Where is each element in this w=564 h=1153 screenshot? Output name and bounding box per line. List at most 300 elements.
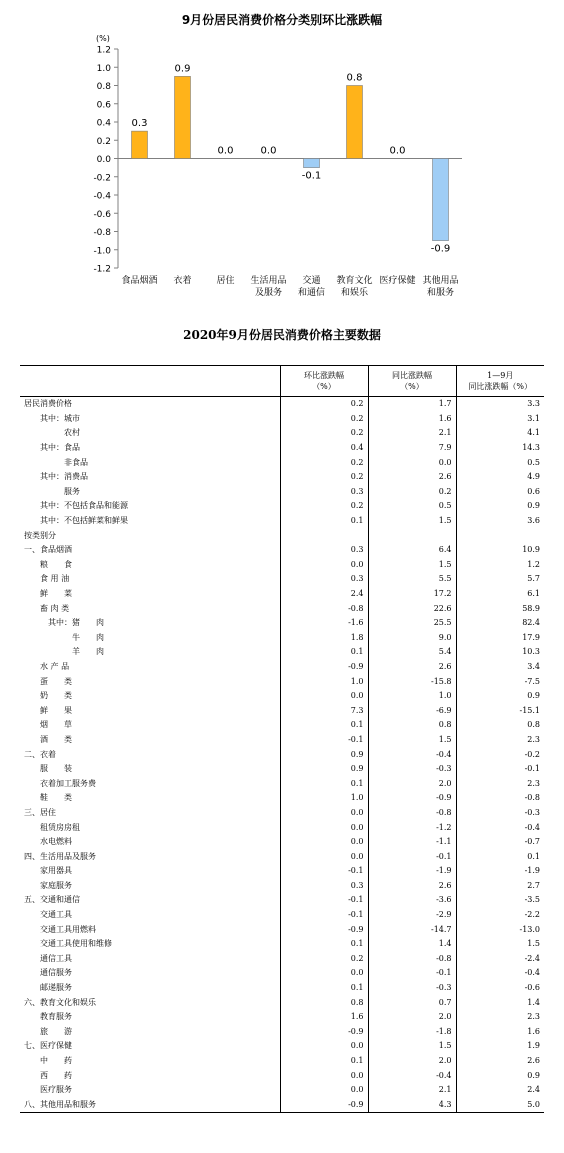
value-cell: -2.4	[456, 952, 544, 967]
value-cell: 2.1	[368, 426, 456, 441]
y-tick-label: -0.6	[93, 209, 111, 220]
table-row	[20, 849, 544, 864]
value-cell: -0.8	[456, 791, 544, 806]
table-row	[20, 835, 544, 850]
row-label: 服 装	[24, 764, 72, 774]
row-label: 食 用 油	[24, 574, 70, 584]
value-cell: -0.3	[368, 762, 456, 777]
value-cell: -0.1	[368, 849, 456, 864]
y-tick-label: -1.2	[93, 264, 111, 275]
value-cell: 0.0	[280, 835, 368, 850]
table-row	[20, 660, 544, 675]
value-cell: -0.1	[456, 762, 544, 777]
table-row	[20, 1083, 544, 1098]
value-cell: 1.0	[368, 689, 456, 704]
y-axis-unit: (%)	[96, 34, 110, 43]
y-tick-label: 0.2	[96, 136, 111, 147]
value-cell: 2.0	[368, 776, 456, 791]
value-cell: 7.3	[280, 703, 368, 718]
row-label: 烟 草	[24, 720, 72, 730]
row-label: 一、食品烟酒	[24, 545, 72, 555]
row-label: 通信服务	[24, 968, 72, 978]
value-cell: 2.4	[280, 587, 368, 602]
value-cell: 0.8	[368, 718, 456, 733]
row-label: 非食品	[24, 457, 88, 467]
row-label: 教育服务	[24, 1012, 72, 1022]
value-cell: 0.3	[280, 879, 368, 894]
value-cell: -0.1	[280, 893, 368, 908]
column-header-text: （%）	[312, 382, 336, 391]
row-label: 六、教育文化和娱乐	[24, 997, 96, 1007]
data-label: -0.1	[301, 170, 322, 182]
value-cell: -1.6	[280, 616, 368, 631]
value-cell: -0.3	[368, 981, 456, 996]
value-cell: 5.0	[456, 1098, 544, 1113]
table-row	[20, 703, 544, 718]
value-cell: 0.9	[456, 499, 544, 514]
row-label: 五、交通和通信	[24, 895, 80, 905]
value-cell: 0.9	[456, 689, 544, 704]
table-title: 2020年9月份居民消费价格主要数据	[183, 328, 381, 342]
value-cell: 4.3	[368, 1098, 456, 1113]
table-row	[20, 1054, 544, 1069]
data-label: 0.9	[174, 63, 191, 75]
value-cell: 0.9	[456, 1068, 544, 1083]
column-header	[456, 366, 544, 397]
value-cell	[456, 528, 544, 543]
value-cell: -0.9	[280, 922, 368, 937]
value-cell: 0.8	[456, 718, 544, 733]
row-label: 其中：消费品	[24, 472, 88, 482]
value-cell: 0.0	[368, 455, 456, 470]
row-label: 其中：食品	[24, 443, 80, 453]
data-label: 0.8	[346, 72, 363, 84]
table-row	[20, 747, 544, 762]
row-label: 鲜 果	[24, 705, 72, 715]
value-cell: 2.4	[456, 1083, 544, 1098]
data-label: 0.0	[260, 145, 277, 157]
column-header	[368, 366, 456, 397]
table-row	[20, 1010, 544, 1025]
row-label: 二、衣着	[24, 749, 56, 759]
value-cell: 1.6	[280, 1010, 368, 1025]
table-row	[20, 718, 544, 733]
value-cell: 1.9	[456, 1039, 544, 1054]
row-label: 衣着加工服务费	[24, 778, 96, 788]
value-cell: 3.6	[456, 514, 544, 529]
y-tick-label: 1.0	[96, 63, 111, 74]
value-cell: 0.1	[280, 937, 368, 952]
value-cell: 0.2	[280, 426, 368, 441]
row-label: 牛 肉	[24, 632, 104, 642]
value-cell: 10.9	[456, 543, 544, 558]
table-row	[20, 631, 544, 646]
table-row	[20, 791, 544, 806]
bar	[433, 159, 449, 241]
row-label: 中 药	[24, 1056, 72, 1066]
value-cell: -0.4	[456, 966, 544, 981]
row-label: 鞋 类	[24, 793, 72, 803]
row-label: 其中：不包括食品和能源	[24, 501, 128, 511]
y-tick-label: 1.2	[96, 45, 111, 56]
value-cell: -0.9	[368, 791, 456, 806]
table-row	[20, 587, 544, 602]
row-label: 租赁房房租	[24, 822, 80, 832]
row-label: 其中：猪 肉	[24, 618, 104, 628]
row-label: 羊 肉	[24, 647, 104, 657]
row-label: 其中：不包括鲜菜和鲜果	[24, 516, 128, 526]
table-row	[20, 879, 544, 894]
x-tick-label: 其他用品	[422, 276, 459, 286]
x-tick-label: 和服务	[426, 288, 455, 298]
value-cell: 7.9	[368, 441, 456, 456]
value-cell: -0.9	[280, 660, 368, 675]
value-cell: 2.3	[456, 733, 544, 748]
value-cell: 3.4	[456, 660, 544, 675]
value-cell: 0.0	[280, 1068, 368, 1083]
row-label: 农村	[24, 428, 80, 438]
value-cell: -1.2	[368, 820, 456, 835]
row-label: 家庭服务	[24, 880, 72, 890]
value-cell: 0.9	[280, 747, 368, 762]
table-row	[20, 981, 544, 996]
x-tick-label: 和通信	[297, 288, 326, 298]
row-label: 水电燃料	[24, 837, 72, 847]
value-cell: 2.6	[368, 660, 456, 675]
value-cell: 0.2	[368, 485, 456, 500]
value-cell: 2.0	[368, 1010, 456, 1025]
table-row	[20, 864, 544, 879]
value-cell: -0.7	[456, 835, 544, 850]
x-tick-label: 及服务	[254, 288, 283, 298]
value-cell: 1.2	[456, 558, 544, 573]
x-tick-label: 和娱乐	[340, 288, 369, 298]
x-tick-label: 教育文化	[336, 276, 373, 286]
value-cell: 2.6	[368, 470, 456, 485]
value-cell: -0.4	[368, 747, 456, 762]
row-label: 粮 食	[24, 559, 72, 569]
value-cell: 0.5	[456, 455, 544, 470]
row-label: 按类别分	[24, 530, 56, 540]
value-cell: -0.8	[368, 806, 456, 821]
x-tick-label: 医疗保健	[379, 276, 416, 286]
value-cell: 5.7	[456, 572, 544, 587]
value-cell: 1.4	[368, 937, 456, 952]
value-cell: 0.0	[280, 1039, 368, 1054]
value-cell	[280, 528, 368, 543]
chart-title: 9月份居民消费价格分类别环比涨跌幅	[181, 13, 383, 27]
table-row	[20, 455, 544, 470]
row-label: 服务	[24, 486, 80, 496]
value-cell: 1.5	[368, 514, 456, 529]
value-cell: 4.9	[456, 470, 544, 485]
table-row	[20, 952, 544, 967]
table-row	[20, 1068, 544, 1083]
value-cell: -0.1	[280, 864, 368, 879]
data-label: 0.0	[217, 145, 234, 157]
column-header-text: 环比涨跌幅	[304, 371, 344, 380]
column-header	[280, 366, 368, 397]
value-cell: 0.0	[280, 1083, 368, 1098]
table-row	[20, 922, 544, 937]
value-cell: 0.5	[368, 499, 456, 514]
x-tick-label: 衣着	[173, 276, 192, 286]
value-cell: 0.0	[280, 966, 368, 981]
x-tick-label: 生活用品	[250, 276, 287, 286]
table-row	[20, 762, 544, 777]
value-cell: 22.6	[368, 601, 456, 616]
cpi-data-table	[20, 365, 544, 1113]
y-tick-label: 0.4	[96, 118, 111, 129]
row-label: 交通工具	[24, 910, 72, 920]
value-cell: 1.5	[368, 733, 456, 748]
value-cell: -0.4	[368, 1068, 456, 1083]
value-cell: -1.9	[456, 864, 544, 879]
row-label: 三、居住	[24, 807, 56, 817]
table-row	[20, 966, 544, 981]
column-header-text: 同比涨跌幅	[392, 371, 432, 380]
x-tick-label: 食品烟酒	[121, 276, 158, 286]
table-row	[20, 616, 544, 631]
value-cell: 0.0	[280, 806, 368, 821]
row-label: 四、生活用品及服务	[24, 851, 96, 861]
value-cell: 0.8	[280, 995, 368, 1010]
value-cell: 0.1	[280, 718, 368, 733]
column-header-text: （%）	[400, 382, 424, 391]
y-tick-label: 0.6	[96, 100, 111, 111]
table-row	[20, 441, 544, 456]
value-cell: 0.0	[280, 849, 368, 864]
table-body	[20, 397, 544, 1113]
value-cell: 2.1	[368, 1083, 456, 1098]
value-cell: 14.3	[456, 441, 544, 456]
value-cell: -2.2	[456, 908, 544, 923]
y-tick-label: -0.8	[93, 228, 111, 238]
value-cell: 0.0	[280, 689, 368, 704]
value-cell: 1.5	[368, 558, 456, 573]
value-cell: -1.8	[368, 1025, 456, 1040]
table-row	[20, 1039, 544, 1054]
value-cell: 1.7	[368, 397, 456, 412]
table-row	[20, 893, 544, 908]
value-cell: 6.4	[368, 543, 456, 558]
value-cell: 0.0	[280, 558, 368, 573]
value-cell: 0.2	[280, 397, 368, 412]
value-cell: 0.2	[280, 455, 368, 470]
value-cell: 0.1	[280, 981, 368, 996]
value-cell: 0.1	[280, 645, 368, 660]
table-row	[20, 645, 544, 660]
data-label: -0.9	[430, 243, 451, 255]
value-cell: 0.3	[280, 543, 368, 558]
row-label: 蛋 类	[24, 676, 72, 686]
table-row	[20, 820, 544, 835]
column-header-text: 同比涨跌幅（%）	[468, 382, 533, 391]
table-row	[20, 776, 544, 791]
bar	[132, 131, 148, 158]
value-cell: -0.9	[280, 1098, 368, 1113]
value-cell: 82.4	[456, 616, 544, 631]
table-row	[20, 499, 544, 514]
y-tick-label: -0.4	[93, 191, 111, 202]
value-cell: -1.9	[368, 864, 456, 879]
value-cell: -1.1	[368, 835, 456, 850]
value-cell: -0.4	[456, 820, 544, 835]
value-cell: -6.9	[368, 703, 456, 718]
row-label: 八、其他用品和服务	[20, 1098, 280, 1113]
value-cell: 0.1	[280, 776, 368, 791]
value-cell: 0.9	[280, 762, 368, 777]
value-cell: 2.0	[368, 1054, 456, 1069]
bar-chart	[0, 0, 564, 310]
row-label: 邮递服务	[24, 983, 72, 993]
value-cell: -0.1	[280, 908, 368, 923]
value-cell: 2.3	[456, 776, 544, 791]
value-cell: 5.4	[368, 645, 456, 660]
y-tick-label: 0.8	[96, 82, 111, 92]
row-label: 水 产 品	[24, 661, 70, 671]
table-row	[20, 995, 544, 1010]
value-cell: -3.6	[368, 893, 456, 908]
row-label: 西 药	[24, 1070, 72, 1080]
value-cell: 1.4	[456, 995, 544, 1010]
value-cell: 0.4	[280, 441, 368, 456]
row-label: 交通工具使用和维修	[24, 939, 112, 949]
table-row	[20, 528, 544, 543]
value-cell: -0.1	[368, 966, 456, 981]
value-cell: 5.5	[368, 572, 456, 587]
data-label: 0.0	[389, 145, 406, 157]
value-cell: 0.7	[368, 995, 456, 1010]
x-tick-label: 居住	[216, 276, 235, 286]
table-row	[20, 1025, 544, 1040]
value-cell: -0.9	[280, 1025, 368, 1040]
value-cell: 0.1	[280, 514, 368, 529]
table-row	[20, 733, 544, 748]
value-cell: 0.3	[280, 485, 368, 500]
table-row	[20, 543, 544, 558]
row-label: 奶 类	[24, 691, 72, 701]
table-row	[20, 1098, 544, 1113]
value-cell: -0.6	[456, 981, 544, 996]
y-tick-label: 0.0	[96, 155, 111, 165]
value-cell: -0.2	[456, 747, 544, 762]
value-cell: 1.0	[280, 674, 368, 689]
data-label: 0.3	[131, 118, 148, 130]
value-cell: -15.1	[456, 703, 544, 718]
value-cell: 10.3	[456, 645, 544, 660]
value-cell: 0.2	[280, 412, 368, 427]
table-row	[20, 514, 544, 529]
chart-plot	[0, 0, 564, 310]
value-cell: 6.1	[456, 587, 544, 602]
row-label: 居民消费价格	[24, 399, 72, 409]
value-cell: 2.3	[456, 1010, 544, 1025]
value-cell: 0.2	[280, 499, 368, 514]
value-cell: 4.1	[456, 426, 544, 441]
table-row	[20, 412, 544, 427]
value-cell: -3.5	[456, 893, 544, 908]
table-row	[20, 601, 544, 616]
value-cell: 1.5	[456, 937, 544, 952]
row-label: 通信工具	[24, 953, 72, 963]
value-cell: 0.3	[280, 572, 368, 587]
table-row	[20, 572, 544, 587]
value-cell: 1.6	[368, 412, 456, 427]
value-cell: 1.5	[368, 1039, 456, 1054]
value-cell: 17.9	[456, 631, 544, 646]
value-cell	[368, 528, 456, 543]
value-cell: 2.7	[456, 879, 544, 894]
row-label: 旅 游	[24, 1026, 72, 1036]
value-cell: 1.8	[280, 631, 368, 646]
value-cell: 0.0	[280, 820, 368, 835]
table-row	[20, 397, 544, 412]
row-label: 医疗服务	[24, 1085, 72, 1095]
value-cell: 0.2	[280, 952, 368, 967]
x-tick-label: 交通	[302, 276, 321, 286]
table-row	[20, 689, 544, 704]
value-cell: -0.1	[280, 733, 368, 748]
value-cell: 2.6	[456, 1054, 544, 1069]
y-tick-label: -1.0	[93, 246, 111, 257]
value-cell: 1.0	[280, 791, 368, 806]
row-label: 其中：城市	[24, 413, 80, 423]
column-header	[20, 366, 280, 397]
value-cell: 3.1	[456, 412, 544, 427]
row-label: 交通工具用燃料	[24, 924, 96, 934]
bar	[304, 159, 320, 168]
table-row	[20, 937, 544, 952]
value-cell: 58.9	[456, 601, 544, 616]
value-cell: -0.3	[456, 806, 544, 821]
y-tick-label: -0.2	[93, 173, 111, 184]
value-cell: 2.6	[368, 879, 456, 894]
value-cell: 9.0	[368, 631, 456, 646]
table-row	[20, 806, 544, 821]
table-row	[20, 485, 544, 500]
value-cell: -13.0	[456, 922, 544, 937]
value-cell: 3.3	[456, 397, 544, 412]
row-label: 鲜 菜	[24, 589, 72, 599]
value-cell: 0.2	[280, 470, 368, 485]
value-cell: 0.1	[280, 1054, 368, 1069]
value-cell: -0.8	[280, 601, 368, 616]
value-cell: 17.2	[368, 587, 456, 602]
value-cell: 1.6	[456, 1025, 544, 1040]
value-cell: 0.1	[456, 849, 544, 864]
value-cell: -15.8	[368, 674, 456, 689]
value-cell: 25.5	[368, 616, 456, 631]
value-cell: -14.7	[368, 922, 456, 937]
table-row	[20, 908, 544, 923]
row-label: 七、医疗保健	[24, 1041, 72, 1051]
value-cell: -2.9	[368, 908, 456, 923]
table-row	[20, 426, 544, 441]
row-label: 畜 肉 类	[24, 603, 70, 613]
table-header-row	[20, 366, 544, 397]
value-cell: -0.8	[368, 952, 456, 967]
table-row	[20, 674, 544, 689]
value-cell: 0.6	[456, 485, 544, 500]
row-label: 酒 类	[24, 734, 72, 744]
bar	[175, 76, 191, 158]
bar	[347, 86, 363, 159]
row-label: 家用器具	[24, 866, 72, 876]
table-row	[20, 558, 544, 573]
column-header-text: 1—9月	[487, 371, 514, 380]
value-cell: -7.5	[456, 674, 544, 689]
